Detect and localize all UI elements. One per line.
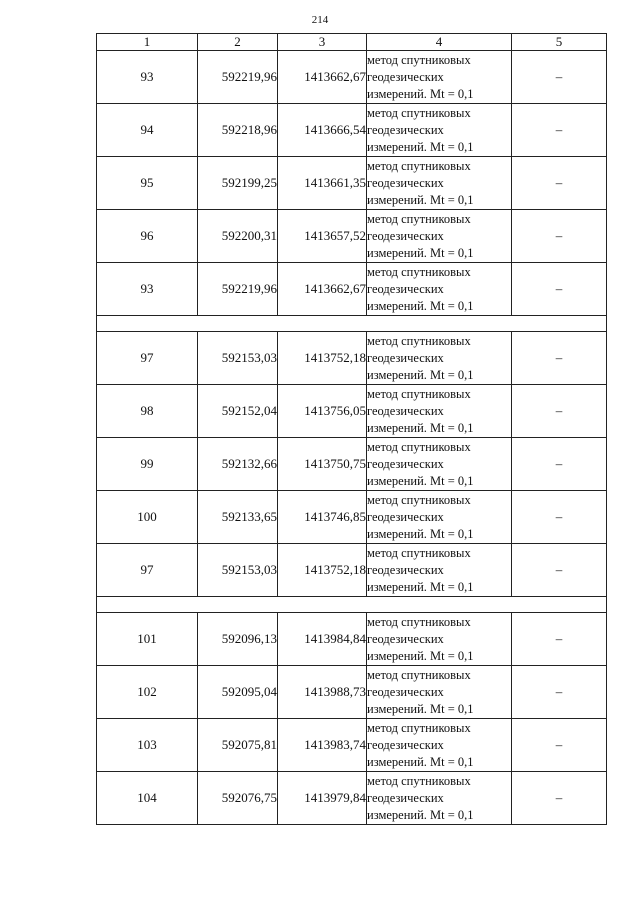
note-cell: – <box>512 719 607 772</box>
y-coordinate-cell: 1413662,67 <box>278 51 367 104</box>
header-col-4: 4 <box>367 34 512 51</box>
note-cell: – <box>512 263 607 316</box>
note-cell: – <box>512 613 607 666</box>
method-line: измерений. Mt = 0,1 <box>367 420 474 435</box>
point-number-cell: 95 <box>97 157 198 210</box>
table-row <box>97 332 607 385</box>
header-col-5: 5 <box>512 34 607 51</box>
y-coordinate-cell: 1413983,74 <box>278 719 367 772</box>
table-body <box>97 51 607 825</box>
point-number-cell: 94 <box>97 104 198 157</box>
table-separator-row <box>97 316 607 332</box>
method-line: измерений. Mt = 0,1 <box>367 473 474 488</box>
point-number-cell: 96 <box>97 210 198 263</box>
note-cell: – <box>512 51 607 104</box>
table-row <box>97 438 607 491</box>
method-line: метод спутниковых <box>367 439 471 454</box>
x-coordinate-cell: 592096,13 <box>198 613 278 666</box>
method-cell <box>367 263 512 316</box>
method-line: измерений. Mt = 0,1 <box>367 701 474 716</box>
y-coordinate-cell: 1413979,84 <box>278 772 367 825</box>
point-number-cell: 104 <box>97 772 198 825</box>
method-line: метод спутниковых <box>367 667 471 682</box>
separator-cell <box>97 316 607 332</box>
method-line: метод спутниковых <box>367 492 471 507</box>
method-cell <box>367 666 512 719</box>
note-cell: – <box>512 438 607 491</box>
table-row <box>97 263 607 316</box>
note-cell: – <box>512 332 607 385</box>
x-coordinate-cell: 592153,03 <box>198 544 278 597</box>
point-number-cell: 99 <box>97 438 198 491</box>
page-number: 214 <box>311 14 329 26</box>
method-cell <box>367 157 512 210</box>
point-number-cell: 97 <box>97 332 198 385</box>
note-cell: – <box>512 544 607 597</box>
point-number-cell: 93 <box>97 51 198 104</box>
y-coordinate-cell: 1413662,67 <box>278 263 367 316</box>
table-row <box>97 666 607 719</box>
y-coordinate-cell: 1413988,73 <box>278 666 367 719</box>
method-line: измерений. Mt = 0,1 <box>367 86 474 101</box>
method-line: измерений. Mt = 0,1 <box>367 648 474 663</box>
method-line: метод спутниковых <box>367 105 471 120</box>
method-line: геодезических <box>367 281 444 296</box>
y-coordinate-cell: 1413666,54 <box>278 104 367 157</box>
table-row <box>97 104 607 157</box>
point-number-cell: 100 <box>97 491 198 544</box>
point-number-cell: 103 <box>97 719 198 772</box>
method-line: измерений. Mt = 0,1 <box>367 807 474 822</box>
coordinates-table <box>96 33 607 825</box>
method-line: измерений. Mt = 0,1 <box>367 192 474 207</box>
y-coordinate-cell: 1413657,52 <box>278 210 367 263</box>
method-line: геодезических <box>367 403 444 418</box>
header-col-3: 3 <box>278 34 367 51</box>
method-cell <box>367 51 512 104</box>
point-number-cell: 98 <box>97 385 198 438</box>
x-coordinate-cell: 592219,96 <box>198 263 278 316</box>
table-row <box>97 157 607 210</box>
method-line: измерений. Mt = 0,1 <box>367 579 474 594</box>
method-cell <box>367 491 512 544</box>
method-line: геодезических <box>367 175 444 190</box>
note-cell: – <box>512 491 607 544</box>
method-cell <box>367 772 512 825</box>
table-row <box>97 719 607 772</box>
method-line: метод спутниковых <box>367 773 471 788</box>
x-coordinate-cell: 592199,25 <box>198 157 278 210</box>
x-coordinate-cell: 592075,81 <box>198 719 278 772</box>
x-coordinate-cell: 592152,04 <box>198 385 278 438</box>
method-line: геодезических <box>367 69 444 84</box>
x-coordinate-cell: 592218,96 <box>198 104 278 157</box>
method-line: геодезических <box>367 122 444 137</box>
table-separator-row <box>97 597 607 613</box>
point-number-cell: 101 <box>97 613 198 666</box>
method-line: геодезических <box>367 350 444 365</box>
table-row <box>97 51 607 104</box>
table-row <box>97 491 607 544</box>
table-row <box>97 210 607 263</box>
method-cell <box>367 385 512 438</box>
method-cell <box>367 544 512 597</box>
x-coordinate-cell: 592200,31 <box>198 210 278 263</box>
method-line: измерений. Mt = 0,1 <box>367 245 474 260</box>
method-line: геодезических <box>367 684 444 699</box>
point-number-cell: 93 <box>97 263 198 316</box>
method-line: метод спутниковых <box>367 386 471 401</box>
method-line: геодезических <box>367 790 444 805</box>
note-cell: – <box>512 666 607 719</box>
table-header-row <box>97 34 607 51</box>
note-cell: – <box>512 772 607 825</box>
method-cell <box>367 719 512 772</box>
method-line: метод спутниковых <box>367 333 471 348</box>
method-line: измерений. Mt = 0,1 <box>367 139 474 154</box>
y-coordinate-cell: 1413752,18 <box>278 544 367 597</box>
method-line: геодезических <box>367 228 444 243</box>
method-line: метод спутниковых <box>367 545 471 560</box>
separator-cell <box>97 597 607 613</box>
table-row <box>97 544 607 597</box>
x-coordinate-cell: 592076,75 <box>198 772 278 825</box>
x-coordinate-cell: 592095,04 <box>198 666 278 719</box>
point-number-cell: 97 <box>97 544 198 597</box>
method-cell <box>367 210 512 263</box>
method-line: измерений. Mt = 0,1 <box>367 367 474 382</box>
method-line: измерений. Mt = 0,1 <box>367 526 474 541</box>
table-row <box>97 385 607 438</box>
y-coordinate-cell: 1413661,35 <box>278 157 367 210</box>
method-cell <box>367 104 512 157</box>
method-line: метод спутниковых <box>367 720 471 735</box>
method-line: измерений. Mt = 0,1 <box>367 754 474 769</box>
point-number-cell: 102 <box>97 666 198 719</box>
header-col-2: 2 <box>198 34 278 51</box>
method-line: геодезических <box>367 631 444 646</box>
header-col-1: 1 <box>97 34 198 51</box>
method-cell <box>367 332 512 385</box>
y-coordinate-cell: 1413752,18 <box>278 332 367 385</box>
method-line: метод спутниковых <box>367 158 471 173</box>
method-line: геодезических <box>367 737 444 752</box>
method-line: геодезических <box>367 562 444 577</box>
x-coordinate-cell: 592132,66 <box>198 438 278 491</box>
table-row <box>97 613 607 666</box>
note-cell: – <box>512 104 607 157</box>
note-cell: – <box>512 210 607 263</box>
x-coordinate-cell: 592153,03 <box>198 332 278 385</box>
method-line: геодезических <box>367 456 444 471</box>
method-line: метод спутниковых <box>367 211 471 226</box>
method-line: геодезических <box>367 509 444 524</box>
method-line: метод спутниковых <box>367 52 471 67</box>
method-line: измерений. Mt = 0,1 <box>367 298 474 313</box>
y-coordinate-cell: 1413750,75 <box>278 438 367 491</box>
y-coordinate-cell: 1413756,05 <box>278 385 367 438</box>
method-line: метод спутниковых <box>367 264 471 279</box>
x-coordinate-cell: 592133,65 <box>198 491 278 544</box>
x-coordinate-cell: 592219,96 <box>198 51 278 104</box>
method-cell <box>367 613 512 666</box>
method-line: метод спутниковых <box>367 614 471 629</box>
table-row <box>97 772 607 825</box>
note-cell: – <box>512 385 607 438</box>
y-coordinate-cell: 1413746,85 <box>278 491 367 544</box>
y-coordinate-cell: 1413984,84 <box>278 613 367 666</box>
note-cell: – <box>512 157 607 210</box>
method-cell <box>367 438 512 491</box>
